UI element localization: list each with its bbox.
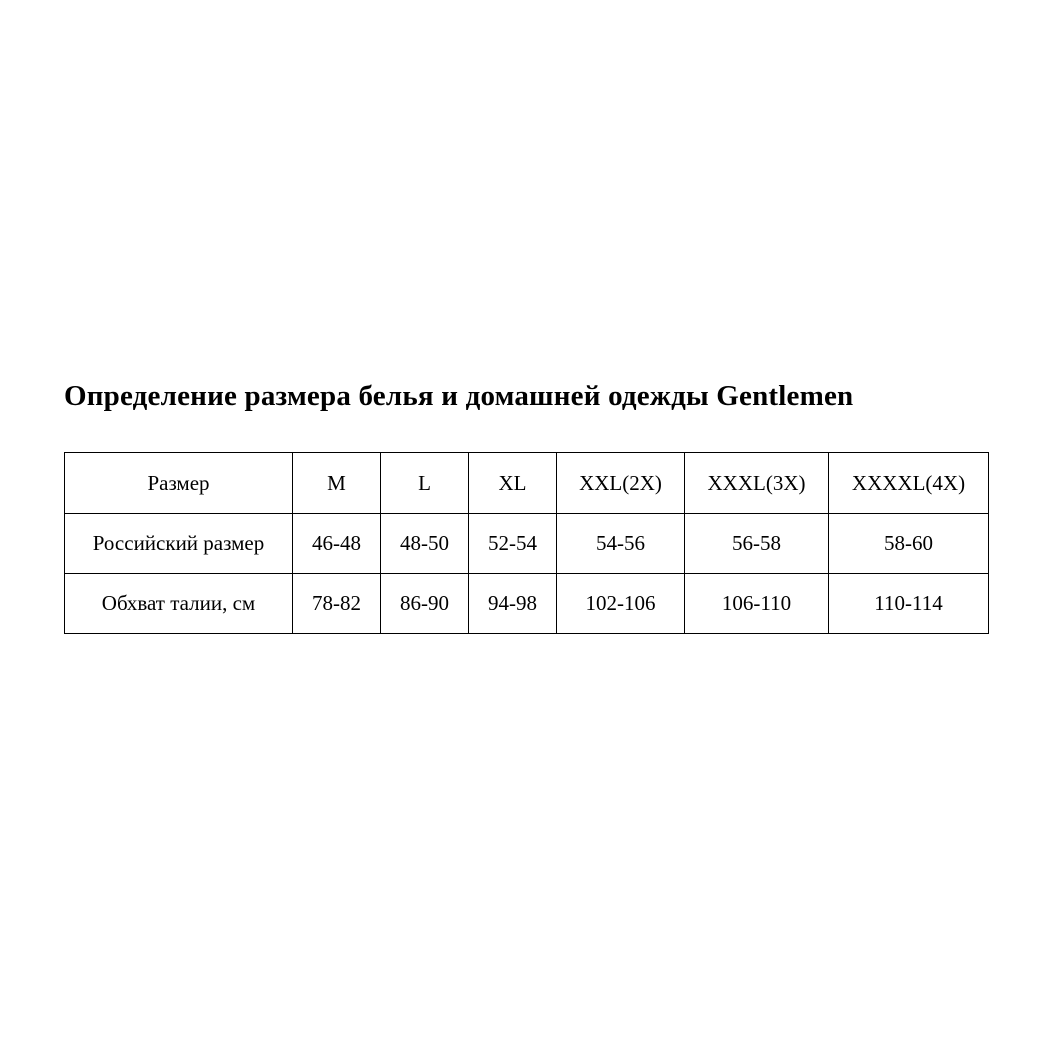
table-cell: 52-54 [469, 514, 557, 574]
table-row-label: Обхват талии, см [65, 574, 293, 634]
table-cell: 102-106 [557, 574, 685, 634]
table-cell: 110-114 [829, 574, 989, 634]
table-cell: 106-110 [685, 574, 829, 634]
table-header-cell: XL [469, 453, 557, 514]
table-header-cell: XXL(2X) [557, 453, 685, 514]
table-row-label: Российский размер [65, 514, 293, 574]
table-header-cell: Размер [65, 453, 293, 514]
page-title: Определение размера белья и домашней одежды Gentlemen [64, 380, 854, 412]
table-cell: 58-60 [829, 514, 989, 574]
table-header-cell: XXXXL(4X) [829, 453, 989, 514]
table-header-row [65, 453, 989, 514]
table-header-cell: L [381, 453, 469, 514]
table-cell: 46-48 [293, 514, 381, 574]
table-cell: 86-90 [381, 574, 469, 634]
table-cell: 78-82 [293, 574, 381, 634]
table-header-cell: M [293, 453, 381, 514]
table-row [65, 514, 989, 574]
table-header-cell: XXXL(3X) [685, 453, 829, 514]
table-cell: 48-50 [381, 514, 469, 574]
table-row [65, 574, 989, 634]
size-chart-table [64, 452, 989, 634]
table-cell: 94-98 [469, 574, 557, 634]
table-cell: 56-58 [685, 514, 829, 574]
table-cell: 54-56 [557, 514, 685, 574]
